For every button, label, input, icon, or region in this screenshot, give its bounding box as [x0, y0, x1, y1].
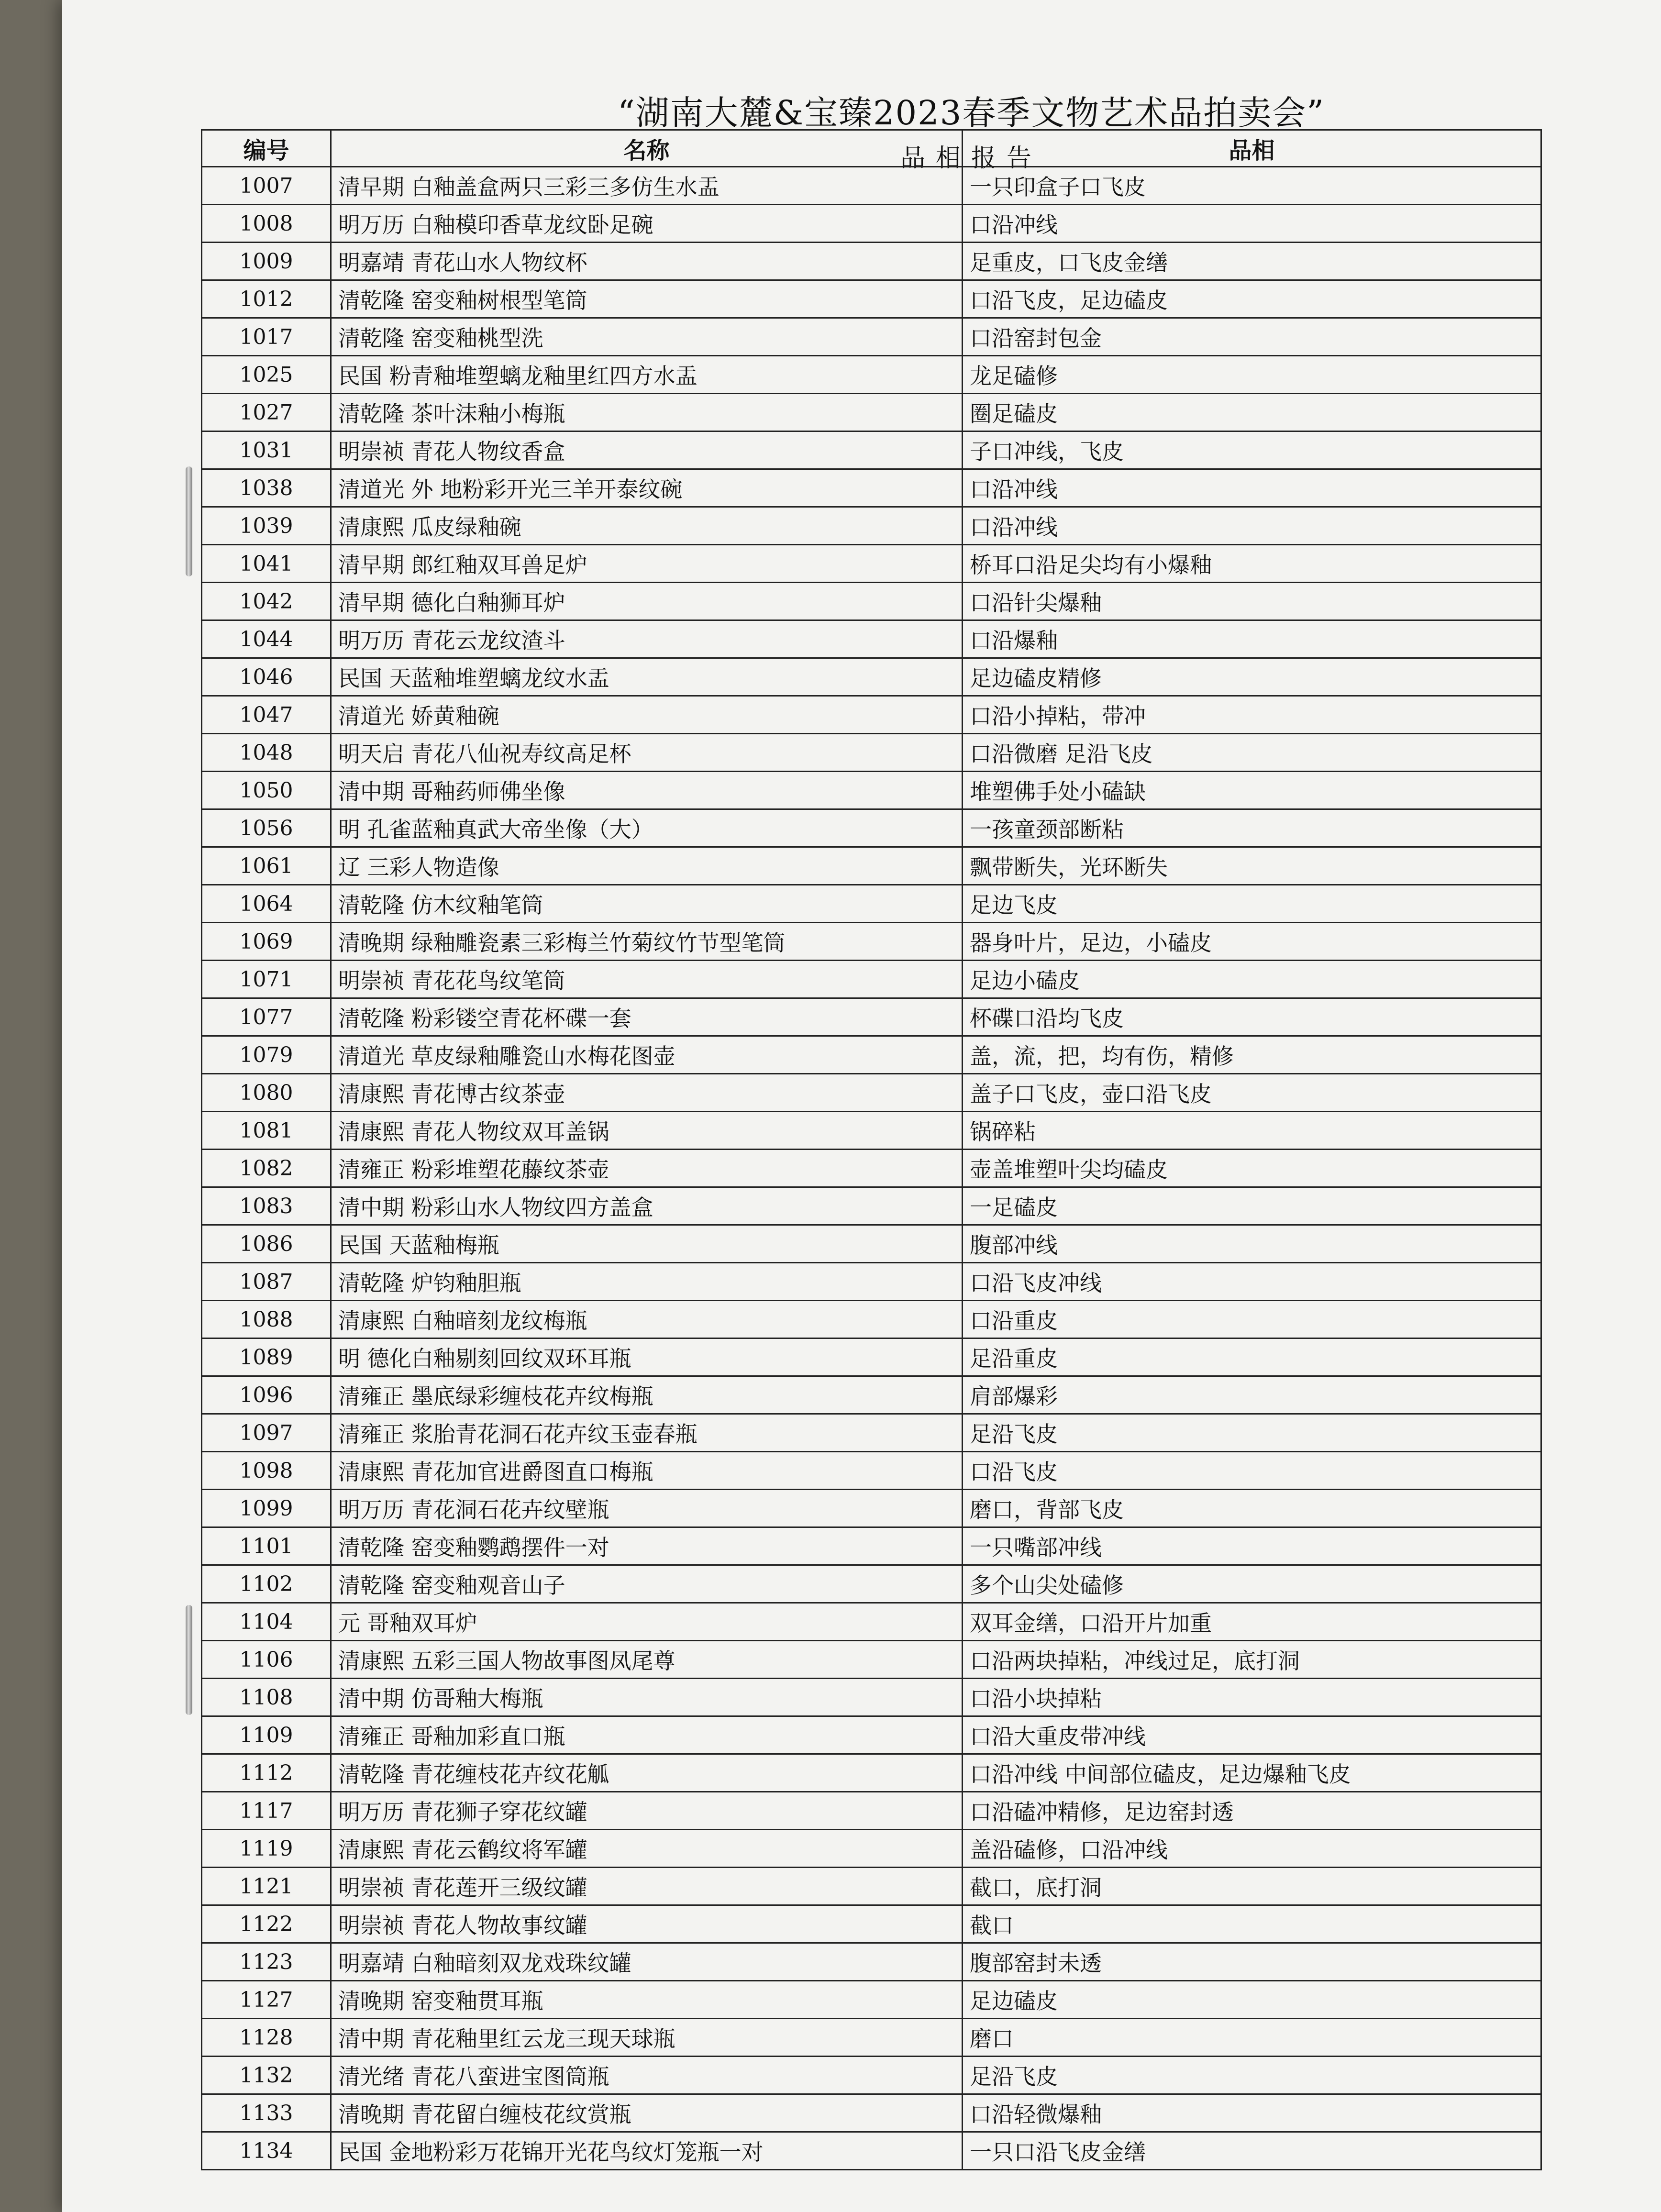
item-name-cell: 清中期 粉彩山水人物纹四方盖盒	[331, 1187, 963, 1225]
condition-cell: 一只口沿飞皮金缮	[963, 2132, 1541, 2170]
item-name-cell: 清康熙 白釉暗刻龙纹梅瓶	[331, 1301, 963, 1338]
table-row	[202, 1074, 1541, 1112]
item-name-cell: 明万历 白釉模印香草龙纹卧足碗	[331, 205, 963, 243]
table-row	[202, 1225, 1541, 1263]
lot-number-cell: 1096	[202, 1376, 331, 1414]
header-lot-number: 编号	[202, 130, 331, 167]
item-name-cell: 清中期 哥釉药师佛坐像	[331, 772, 963, 809]
condition-cell: 足边磕皮	[963, 1981, 1541, 2019]
item-name-cell: 明 德化白釉剔刻回纹双环耳瓶	[331, 1338, 963, 1376]
item-name-cell: 民国 天蓝釉梅瓶	[331, 1225, 963, 1263]
table-row	[202, 243, 1541, 280]
condition-cell: 腹部窑封未透	[963, 1943, 1541, 1981]
header-condition: 品相	[963, 130, 1541, 167]
condition-cell: 肩部爆彩	[963, 1376, 1541, 1414]
staple	[186, 1605, 192, 1715]
table-row	[202, 1376, 1541, 1414]
item-name-cell: 明嘉靖 白釉暗刻双龙戏珠纹罐	[331, 1943, 963, 1981]
item-name-cell: 元 哥釉双耳炉	[331, 1603, 963, 1641]
condition-cell: 口沿针尖爆釉	[963, 583, 1541, 620]
item-name-cell: 清道光 娇黄釉碗	[331, 696, 963, 734]
condition-cell: 足重皮，口飞皮金缮	[963, 243, 1541, 280]
table-row	[202, 2132, 1541, 2170]
item-name-cell: 清康熙 五彩三国人物故事图凤尾尊	[331, 1641, 963, 1679]
item-name-cell: 清康熙 青花人物纹双耳盖锅	[331, 1112, 963, 1150]
condition-cell: 堆塑佛手处小磕缺	[963, 772, 1541, 809]
condition-cell: 截口	[963, 1905, 1541, 1943]
lot-number-cell: 1017	[202, 318, 331, 356]
lot-number-cell: 1041	[202, 545, 331, 583]
table-row	[202, 1603, 1541, 1641]
lot-number-cell: 1128	[202, 2019, 331, 2057]
table-row	[202, 545, 1541, 583]
item-name-cell: 清道光 草皮绿釉雕瓷山水梅花图壶	[331, 1036, 963, 1074]
condition-cell: 口沿冲线	[963, 469, 1541, 507]
header-name: 名称	[331, 130, 963, 167]
condition-cell: 一只印盒子口飞皮	[963, 167, 1541, 205]
table-row	[202, 809, 1541, 847]
item-name-cell: 清康熙 青花加官进爵图直口梅瓶	[331, 1452, 963, 1490]
item-name-cell: 清雍正 哥釉加彩直口瓶	[331, 1716, 963, 1754]
condition-cell: 足边小磕皮	[963, 961, 1541, 998]
condition-cell: 盖，流，把，均有伤，精修	[963, 1036, 1541, 1074]
condition-cell: 杯碟口沿均飞皮	[963, 998, 1541, 1036]
staple	[186, 466, 192, 576]
lot-number-cell: 1079	[202, 1036, 331, 1074]
condition-cell: 腹部冲线	[963, 1225, 1541, 1263]
condition-cell: 足沿飞皮	[963, 2057, 1541, 2094]
lot-number-cell: 1098	[202, 1452, 331, 1490]
lot-number-cell: 1088	[202, 1301, 331, 1338]
table-row	[202, 1414, 1541, 1452]
table-row	[202, 2057, 1541, 2094]
condition-cell: 口沿飞皮	[963, 1452, 1541, 1490]
item-name-cell: 清光绪 青花八蛮进宝图筒瓶	[331, 2057, 963, 2094]
table-row	[202, 205, 1541, 243]
item-name-cell: 清康熙 瓜皮绿釉碗	[331, 507, 963, 545]
item-name-cell: 民国 天蓝釉堆塑螭龙纹水盂	[331, 658, 963, 696]
lot-number-cell: 1009	[202, 243, 331, 280]
item-name-cell: 明万历 青花洞石花卉纹壁瓶	[331, 1490, 963, 1527]
condition-cell: 口沿重皮	[963, 1301, 1541, 1338]
lot-number-cell: 1112	[202, 1754, 331, 1792]
condition-cell: 口沿爆釉	[963, 620, 1541, 658]
lot-number-cell: 1012	[202, 280, 331, 318]
condition-cell: 口沿两块掉粘，冲线过足，底打洞	[963, 1641, 1541, 1679]
item-name-cell: 辽 三彩人物造像	[331, 847, 963, 885]
condition-cell: 口沿轻微爆釉	[963, 2094, 1541, 2132]
lot-number-cell: 1008	[202, 205, 331, 243]
lot-number-cell: 1121	[202, 1868, 331, 1905]
item-name-cell: 明崇祯 青花莲开三级纹罐	[331, 1868, 963, 1905]
item-name-cell: 清雍正 浆胎青花洞石花卉纹玉壶春瓶	[331, 1414, 963, 1452]
table-row	[202, 167, 1541, 205]
lot-number-cell: 1080	[202, 1074, 331, 1112]
condition-cell: 双耳金缮，口沿开片加重	[963, 1603, 1541, 1641]
table-row	[202, 696, 1541, 734]
lot-number-cell: 1123	[202, 1943, 331, 1981]
table-row	[202, 469, 1541, 507]
condition-cell: 口沿磕冲精修，足边窑封透	[963, 1792, 1541, 1830]
condition-cell: 器身叶片，足边，小磕皮	[963, 923, 1541, 961]
lot-number-cell: 1025	[202, 356, 331, 394]
lot-number-cell: 1047	[202, 696, 331, 734]
lot-number-cell: 1044	[202, 620, 331, 658]
condition-cell: 足边磕皮精修	[963, 658, 1541, 696]
condition-cell: 口沿小掉粘，带冲	[963, 696, 1541, 734]
lot-number-cell: 1007	[202, 167, 331, 205]
item-name-cell: 民国 粉青釉堆塑螭龙釉里红四方水盂	[331, 356, 963, 394]
lot-number-cell: 1048	[202, 734, 331, 772]
lot-number-cell: 1081	[202, 1112, 331, 1150]
lot-number-cell: 1127	[202, 1981, 331, 2019]
condition-cell: 盖子口飞皮，壶口沿飞皮	[963, 1074, 1541, 1112]
condition-cell: 一足磕皮	[963, 1187, 1541, 1225]
table-row	[202, 318, 1541, 356]
lot-number-cell: 1104	[202, 1603, 331, 1641]
table-row	[202, 2019, 1541, 2057]
item-name-cell: 清乾隆 窑变釉观音山子	[331, 1565, 963, 1603]
item-name-cell: 明万历 青花云龙纹渣斗	[331, 620, 963, 658]
condition-cell: 磨口，背部飞皮	[963, 1490, 1541, 1527]
table-row	[202, 583, 1541, 620]
item-name-cell: 清中期 青花釉里红云龙三现天球瓶	[331, 2019, 963, 2057]
table-header-row	[202, 130, 1541, 167]
item-name-cell: 清晚期 绿釉雕瓷素三彩梅兰竹菊纹竹节型笔筒	[331, 923, 963, 961]
table-row	[202, 280, 1541, 318]
lot-number-cell: 1109	[202, 1716, 331, 1754]
lot-number-cell: 1108	[202, 1679, 331, 1716]
table-row	[202, 1452, 1541, 1490]
table-row	[202, 1150, 1541, 1187]
table-row	[202, 1716, 1541, 1754]
item-name-cell: 明嘉靖 青花山水人物纹杯	[331, 243, 963, 280]
lot-number-cell: 1061	[202, 847, 331, 885]
item-name-cell: 清早期 白釉盖盒两只三彩三多仿生水盂	[331, 167, 963, 205]
lot-number-cell: 1106	[202, 1641, 331, 1679]
table-row	[202, 1565, 1541, 1603]
table-row	[202, 1036, 1541, 1074]
table-row	[202, 1981, 1541, 2019]
item-name-cell: 清雍正 墨底绿彩缠枝花卉纹梅瓶	[331, 1376, 963, 1414]
table-row	[202, 772, 1541, 809]
lot-number-cell: 1069	[202, 923, 331, 961]
lot-number-cell: 1099	[202, 1490, 331, 1527]
table-row	[202, 1263, 1541, 1301]
item-name-cell: 清晚期 窑变釉贯耳瓶	[331, 1981, 963, 2019]
lot-number-cell: 1086	[202, 1225, 331, 1263]
table-row	[202, 1490, 1541, 1527]
table-row	[202, 1338, 1541, 1376]
table-row	[202, 1187, 1541, 1225]
condition-cell: 口沿窑封包金	[963, 318, 1541, 356]
item-name-cell: 清乾隆 粉彩镂空青花杯碟一套	[331, 998, 963, 1036]
table-row	[202, 1830, 1541, 1868]
item-name-cell: 明崇祯 青花人物故事纹罐	[331, 1905, 963, 1943]
lot-number-cell: 1119	[202, 1830, 331, 1868]
lot-number-cell: 1083	[202, 1187, 331, 1225]
condition-cell: 口沿大重皮带冲线	[963, 1716, 1541, 1754]
item-name-cell: 清康熙 青花博古纹茶壶	[331, 1074, 963, 1112]
item-name-cell: 清乾隆 茶叶沫釉小梅瓶	[331, 394, 963, 431]
item-name-cell: 明崇祯 青花人物纹香盒	[331, 431, 963, 469]
lot-number-cell: 1071	[202, 961, 331, 998]
table-row	[202, 1301, 1541, 1338]
table-row	[202, 1905, 1541, 1943]
condition-cell: 口沿微磨 足沿飞皮	[963, 734, 1541, 772]
condition-cell: 一只嘴部冲线	[963, 1527, 1541, 1565]
table-row	[202, 1527, 1541, 1565]
condition-cell: 口沿飞皮，足边磕皮	[963, 280, 1541, 318]
condition-cell: 飘带断失，光环断失	[963, 847, 1541, 885]
condition-cell: 口沿飞皮冲线	[963, 1263, 1541, 1301]
lot-number-cell: 1042	[202, 583, 331, 620]
condition-cell: 磨口	[963, 2019, 1541, 2057]
condition-cell: 口沿小块掉粘	[963, 1679, 1541, 1716]
lot-number-cell: 1102	[202, 1565, 331, 1603]
lot-number-cell: 1056	[202, 809, 331, 847]
table-row	[202, 1754, 1541, 1792]
lot-number-cell: 1097	[202, 1414, 331, 1452]
item-name-cell: 清早期 郎红釉双耳兽足炉	[331, 545, 963, 583]
table-row	[202, 734, 1541, 772]
lot-number-cell: 1117	[202, 1792, 331, 1830]
lot-number-cell: 1122	[202, 1905, 331, 1943]
item-name-cell: 清乾隆 窑变釉鹦鹉摆件一对	[331, 1527, 963, 1565]
condition-cell: 口沿冲线	[963, 507, 1541, 545]
table-row	[202, 620, 1541, 658]
condition-cell: 足边飞皮	[963, 885, 1541, 923]
item-name-cell: 清晚期 青花留白缠枝花纹赏瓶	[331, 2094, 963, 2132]
document-subtitle: 品相报告	[900, 144, 1042, 173]
item-name-cell: 清康熙 青花云鹤纹将军罐	[331, 1830, 963, 1868]
lot-number-cell: 1134	[202, 2132, 331, 2170]
item-name-cell: 清乾隆 炉钧釉胆瓶	[331, 1263, 963, 1301]
table-row	[202, 507, 1541, 545]
lot-number-cell: 1132	[202, 2057, 331, 2094]
item-name-cell: 清早期 德化白釉狮耳炉	[331, 583, 963, 620]
lot-number-cell: 1133	[202, 2094, 331, 2132]
table-row	[202, 658, 1541, 696]
table-row	[202, 961, 1541, 998]
condition-cell: 锅碎粘	[963, 1112, 1541, 1150]
condition-cell: 壶盖堆塑叶尖均磕皮	[963, 1150, 1541, 1187]
table-row	[202, 1641, 1541, 1679]
condition-cell: 多个山尖处磕修	[963, 1565, 1541, 1603]
lot-number-cell: 1077	[202, 998, 331, 1036]
lot-number-cell: 1089	[202, 1338, 331, 1376]
lot-number-cell: 1027	[202, 394, 331, 431]
item-name-cell: 清乾隆 青花缠枝花卉纹花觚	[331, 1754, 963, 1792]
lot-number-cell: 1082	[202, 1150, 331, 1187]
lot-number-cell: 1050	[202, 772, 331, 809]
item-name-cell: 清乾隆 仿木纹釉笔筒	[331, 885, 963, 923]
table-row	[202, 847, 1541, 885]
table-row	[202, 431, 1541, 469]
item-name-cell: 民国 金地粉彩万花锦开光花鸟纹灯笼瓶一对	[331, 2132, 963, 2170]
condition-cell: 足沿重皮	[963, 1338, 1541, 1376]
condition-cell: 截口，底打洞	[963, 1868, 1541, 1905]
item-name-cell: 明天启 青花八仙祝寿纹高足杯	[331, 734, 963, 772]
item-name-cell: 清乾隆 窑变釉桃型洗	[331, 318, 963, 356]
condition-report-table	[201, 129, 1542, 2170]
table-row	[202, 1943, 1541, 1981]
table-row	[202, 394, 1541, 431]
lot-number-cell: 1038	[202, 469, 331, 507]
item-name-cell: 明万历 青花狮子穿花纹罐	[331, 1792, 963, 1830]
item-name-cell: 明崇祯 青花花鸟纹笔筒	[331, 961, 963, 998]
table-row	[202, 1792, 1541, 1830]
lot-number-cell: 1064	[202, 885, 331, 923]
lot-number-cell: 1101	[202, 1527, 331, 1565]
condition-cell: 龙足磕修	[963, 356, 1541, 394]
item-name-cell: 清道光 外 地粉彩开光三羊开泰纹碗	[331, 469, 963, 507]
table-row	[202, 356, 1541, 394]
item-name-cell: 清中期 仿哥釉大梅瓶	[331, 1679, 963, 1716]
condition-cell: 圈足磕皮	[963, 394, 1541, 431]
lot-number-cell: 1031	[202, 431, 331, 469]
condition-cell: 口沿冲线 中间部位磕皮，足边爆釉飞皮	[963, 1754, 1541, 1792]
condition-cell: 足沿飞皮	[963, 1414, 1541, 1452]
condition-cell: 一孩童颈部断粘	[963, 809, 1541, 847]
table-row	[202, 923, 1541, 961]
document-title: “湖南大麓&宝臻2023春季文物艺术品拍卖会”	[617, 93, 1325, 133]
item-name-cell: 明 孔雀蓝釉真武大帝坐像（大）	[331, 809, 963, 847]
table-row	[202, 1112, 1541, 1150]
item-name-cell: 清乾隆 窑变釉树根型笔筒	[331, 280, 963, 318]
table-row	[202, 1679, 1541, 1716]
lot-number-cell: 1046	[202, 658, 331, 696]
table-row	[202, 1868, 1541, 1905]
lot-number-cell: 1087	[202, 1263, 331, 1301]
lot-number-cell: 1039	[202, 507, 331, 545]
condition-cell: 口沿冲线	[963, 205, 1541, 243]
condition-cell: 桥耳口沿足尖均有小爆釉	[963, 545, 1541, 583]
table-row	[202, 885, 1541, 923]
table-row	[202, 998, 1541, 1036]
condition-cell: 盖沿磕修，口沿冲线	[963, 1830, 1541, 1868]
table-row	[202, 2094, 1541, 2132]
item-name-cell: 清雍正 粉彩堆塑花藤纹茶壶	[331, 1150, 963, 1187]
condition-cell: 子口冲线，飞皮	[963, 431, 1541, 469]
